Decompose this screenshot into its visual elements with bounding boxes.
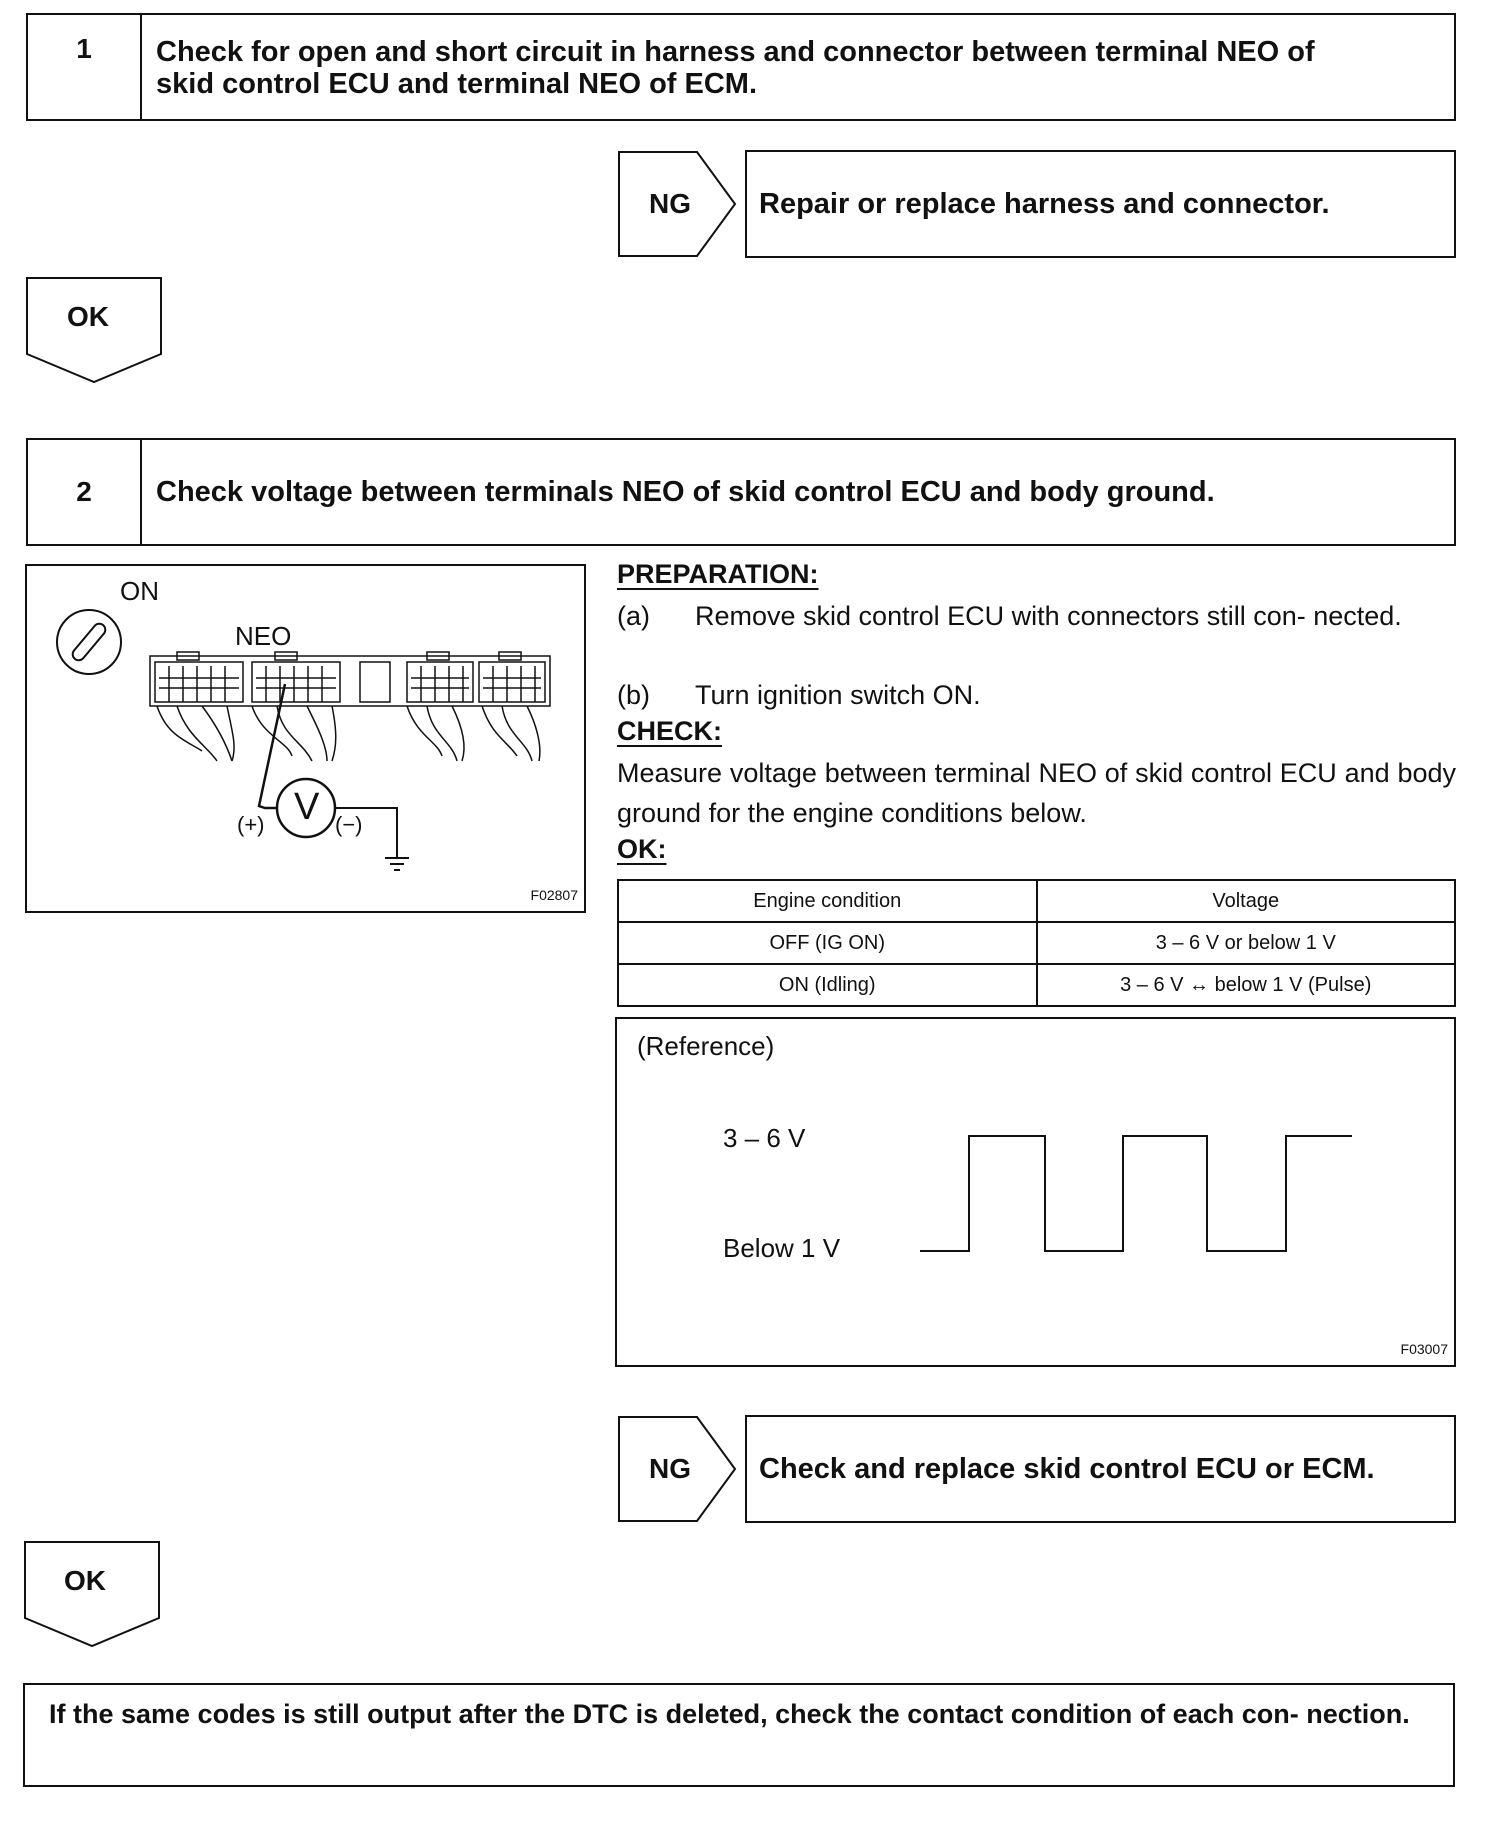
table-cell: OFF (IG ON) xyxy=(618,922,1037,964)
ground-symbol-icon xyxy=(385,858,409,870)
voltage-spec-table xyxy=(617,879,1456,1007)
step-2-ng-label: NG xyxy=(649,1453,691,1484)
voltmeter-symbol: V xyxy=(294,786,320,828)
ignition-on-label: ON xyxy=(120,576,159,606)
step-1-header xyxy=(26,13,1456,121)
step-1-number: 1 xyxy=(28,15,142,119)
connector-illustration xyxy=(27,566,584,911)
step-2-number: 2 xyxy=(28,440,142,544)
prep-a-text: Remove skid control ECU with connectors still con- nected. xyxy=(695,601,1402,631)
table-header-cell: Engine condition xyxy=(618,880,1037,922)
table-cell: ON (Idling) xyxy=(618,964,1037,1006)
table-row xyxy=(618,922,1455,964)
high-level-label: 3 – 6 V xyxy=(723,1123,806,1153)
table-cell: 3 – 6 V or below 1 V xyxy=(1037,922,1456,964)
pulse-waveform xyxy=(617,1019,1454,1365)
table-header-cell: Voltage xyxy=(1037,880,1456,922)
waveform-code: F03007 xyxy=(1400,1341,1448,1357)
connector-diagram xyxy=(25,564,586,913)
step-1-ng-action: Repair or replace harness and connector. xyxy=(745,150,1456,258)
low-level-label: Below 1 V xyxy=(723,1233,841,1263)
table-cell: 3 – 6 V ↔ below 1 V (Pulse) xyxy=(1037,964,1456,1006)
reference-title: (Reference) xyxy=(637,1031,775,1061)
prep-a-marker: (a) xyxy=(617,601,650,631)
step-1-title: Check for open and short circuit in harness and connector between terminal NEO of skid control ECU and terminal NEO of ECM. xyxy=(156,36,1315,100)
plus-probe-label: (+) xyxy=(237,812,265,837)
final-note: If the same codes is still output after the DTC is deleted, check the contact condition of each con- nection. xyxy=(23,1683,1455,1787)
table-row xyxy=(618,964,1455,1006)
step-1-ok-label: OK xyxy=(67,301,109,332)
step-2-ng-action: Check and replace skid control ECU or ECM. xyxy=(745,1415,1456,1523)
minus-probe-label: (−) xyxy=(335,812,363,837)
figure-code: F02807 xyxy=(530,887,578,903)
table-header-row xyxy=(618,880,1455,922)
check-heading: CHECK: xyxy=(617,716,722,746)
reference-waveform xyxy=(615,1017,1456,1367)
step-2-ok-label: OK xyxy=(64,1565,106,1596)
step-2-title: Check voltage between terminals NEO of skid control ECU and body ground. xyxy=(156,476,1215,508)
ok-heading: OK: xyxy=(617,834,667,864)
preparation-heading: PREPARATION: xyxy=(617,559,819,589)
step-1-ng-label: NG xyxy=(649,188,691,219)
ignition-key-icon xyxy=(57,610,121,674)
prep-b-marker: (b) xyxy=(617,680,650,710)
check-text: Measure voltage between terminal NEO of skid control ECU and body ground for the engine conditions below. xyxy=(617,758,1456,828)
neo-terminal-label: NEO xyxy=(235,621,292,651)
ecu-connector xyxy=(150,652,550,761)
prep-b-text: Turn ignition switch ON. xyxy=(695,680,981,710)
step-2-header xyxy=(26,438,1456,546)
